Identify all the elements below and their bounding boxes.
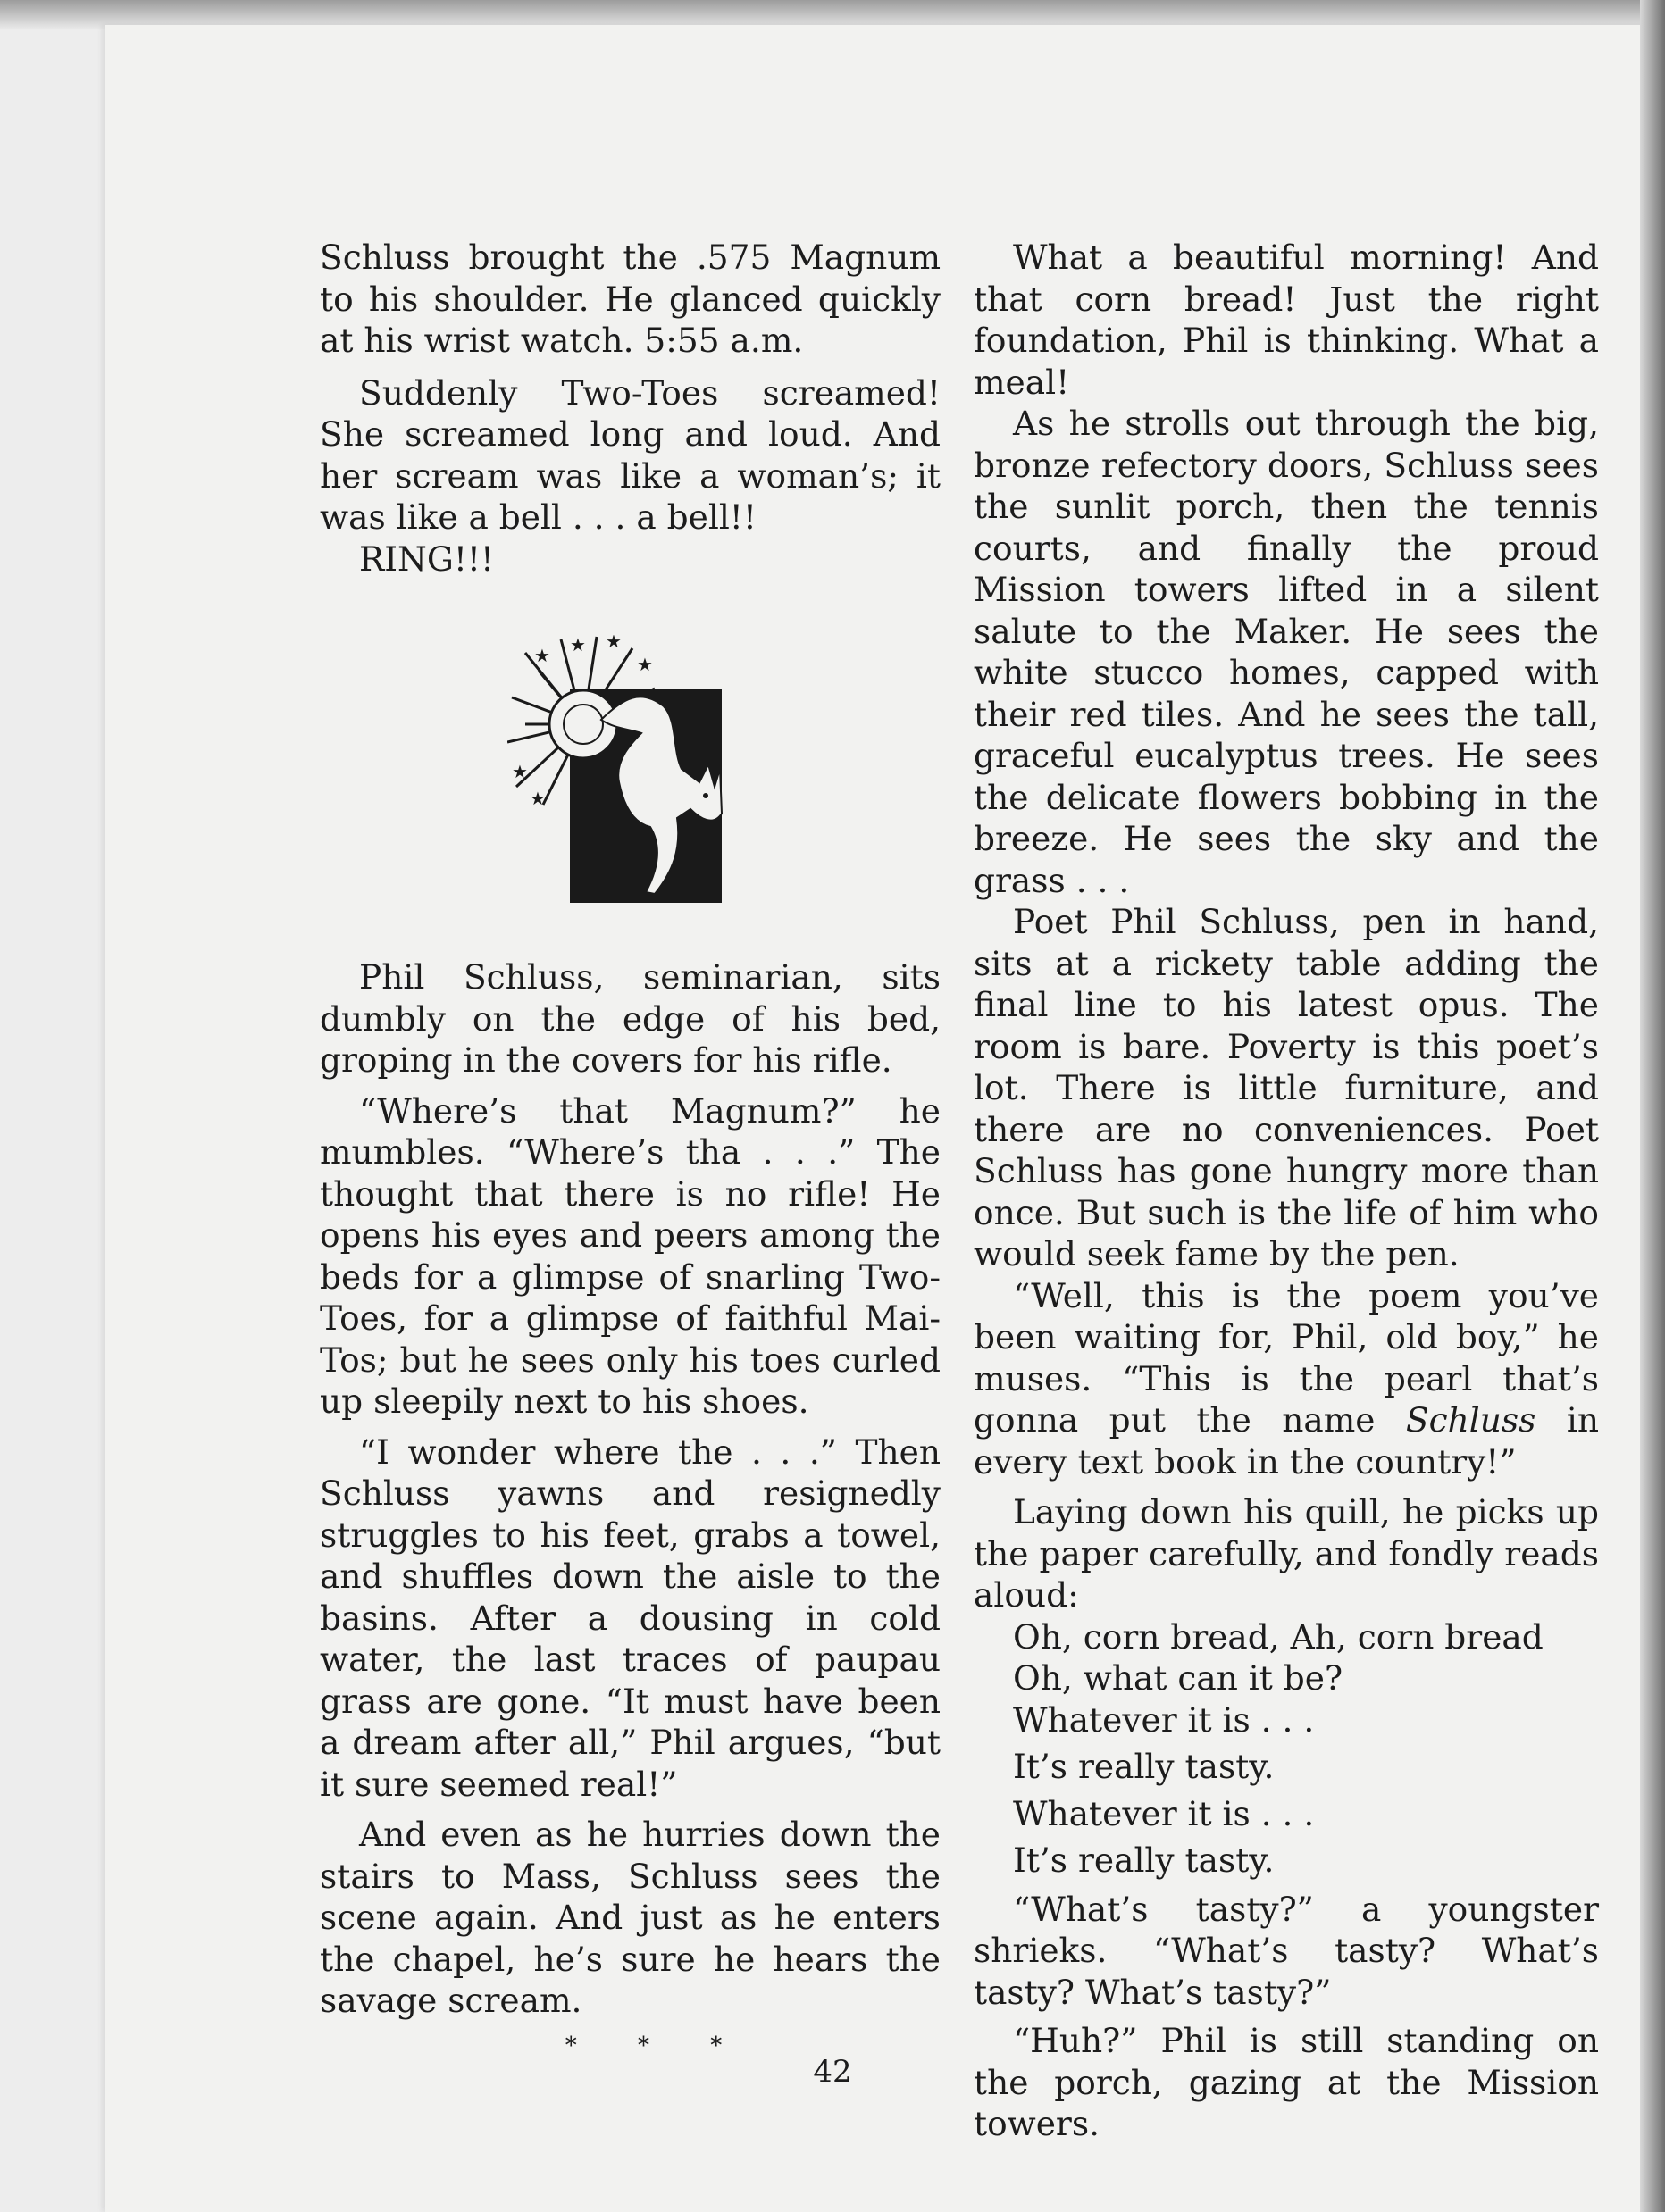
svg-text:★: ★ — [530, 788, 546, 809]
svg-text:★: ★ — [570, 635, 586, 655]
right-column — [974, 237, 1599, 2145]
paragraph-text: in every text book in the country!” — [974, 1400, 1599, 1482]
paragraph: And even as he hurries down the stairs to Mass, Schluss sees the scene again. And just as he enters the chapel, he’s sure he hears the savage scream. — [320, 1815, 941, 2020]
svg-text:★: ★ — [512, 761, 528, 782]
left-column — [320, 237, 941, 2066]
paragraph: As he strolls out through the big, bronze refectory doors, Schluss sees the sunlit porch, then the tennis courts, and finally the proud Mission towers lifted in a silent salute to the Maker. He sees the white stucco homes, capped with their red tiles. And he sees the tall, graceful eucalyptus trees. He sees the delicate flowers bobbing in the breeze. He sees the sky and the grass . . . — [974, 404, 1599, 900]
paragraph: Suddenly Two-Toes screamed! She screamed long and loud. And her scream was like a woman’s; it was like a bell . . . a bell!! — [320, 372, 941, 537]
poem-line: Oh, what can it be? — [1013, 1658, 1343, 1698]
page-right-shadow — [1640, 0, 1665, 2212]
paragraph: Laying down his quill, he picks up the paper carefully, and fondly reads aloud: — [974, 1492, 1599, 1615]
poem-line: Whatever it is . . . — [1013, 1699, 1315, 1740]
paragraph: What a beautiful morning! And that corn bread! Just the right foundation, Phil is thinking. What a meal! — [974, 238, 1599, 402]
paragraph: “What’s tasty?” a youngster shrieks. “What’s tasty? What’s tasty? What’s tasty?” — [974, 1889, 1599, 2012]
paragraph-text: “Well, this is the poem you’ve been waiting for, Phil, old boy,” he muses. “This is the pearl that’s gonna put the name — [974, 1275, 1599, 1440]
poem-line: It’s really tasty. — [1013, 1747, 1275, 1786]
donkey-kicking-bell-icon — [507, 635, 749, 912]
paragraph: “I wonder where the . . .” Then Schluss yawns and resignedly struggles to his feet, grabs a towel, and shuffles down the aisle to the basins. After a dousing in cold water, the last traces of paupau grass are gone. “It must have been a dream after all,” Phil argues, “but it sure seemed real!” — [320, 1432, 941, 1804]
ring-exclamation: RING!!! — [359, 538, 495, 579]
poem-line: Oh, corn bread, Ah, corn bread — [1013, 1616, 1544, 1657]
section-break: * * * — [565, 2032, 749, 2059]
paragraph: Poet Phil Schluss, pen in hand, sits at a rickety table adding the final line to his latest opus. The room is bare. Poverty is this poet’s lot. There is little furniture, and there are no conveniences. Poet Schluss has gone hungry more than once. But such is the life of him who would seek fame by the pen. — [974, 902, 1599, 1273]
poem — [974, 1616, 1599, 1882]
paragraph: “Huh?” Phil is still standing on the porch, gazing at the Mission towers. — [974, 2021, 1599, 2143]
poem-line: It’s really tasty. — [1013, 1841, 1275, 1880]
poem-line: Whatever it is . . . — [1013, 1793, 1315, 1833]
paragraph: Schluss brought the .575 Magnum to his shoulder. He glanced quickly at his wrist watch. 5:55 a.m. — [320, 238, 941, 360]
svg-text:★: ★ — [606, 635, 622, 652]
svg-text:★: ★ — [534, 645, 550, 666]
paragraph — [974, 1275, 1599, 1483]
paragraph: “Where’s that Magnum?” he mumbles. “Where’s tha . . .” The thought that there is no rifle! He opens his eyes and peers among the beds for a glimpse of snarling Two-Toes, for a glimpse of faithful Mai-Tos; but he sees only his toes curled up sleepily next to his shoes. — [320, 1090, 941, 1421]
page-number: 42 — [813, 2054, 852, 2090]
paragraph: Phil Schluss, seminarian, sits dumbly on the edge of his bed, groping in the covers for his rifle. — [320, 957, 941, 1080]
italic-name: Schluss — [1405, 1400, 1536, 1440]
svg-text:★: ★ — [637, 654, 653, 675]
